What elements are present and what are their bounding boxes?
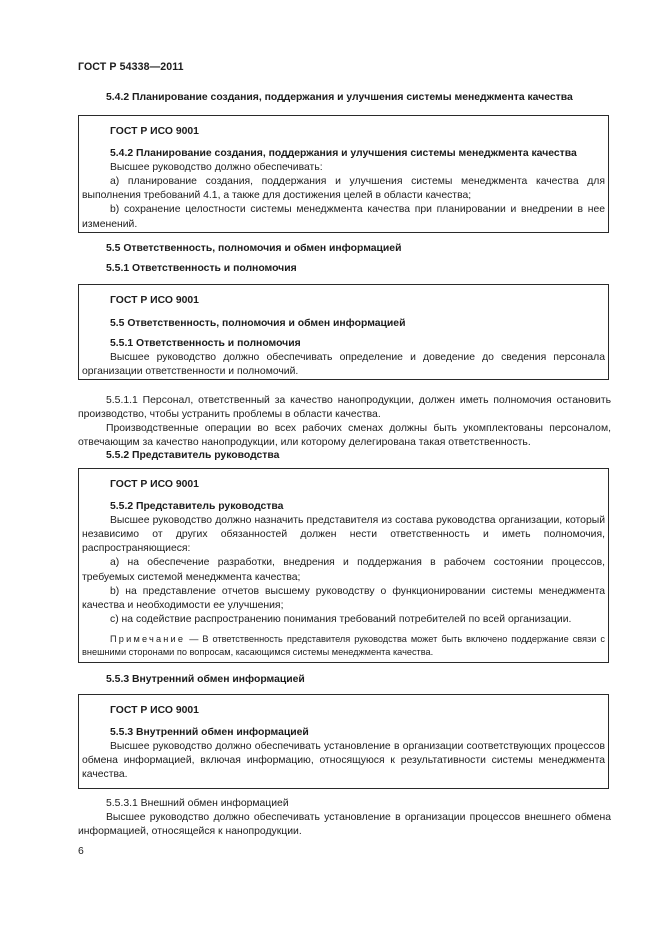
document-code: ГОСТ Р 54338—2011 [78, 61, 184, 73]
note-text: — В ответственность представителя руководства может быть включено поддержание связи с внешними сторонами по вопросам, касающимся системы менеджмента качества. [82, 633, 605, 658]
box-text: Высшее руководство должно назначить представителя из состава руководства организации, который независимо от других обязанностей должен нести ответственность и иметь полномочия, распространяющиеся: [82, 515, 605, 555]
box-text: Высшее руководство должно обеспечивать установление в организации соответствующих процессов обмена информацией, включая информацию, относящуюся к результативности системы менеджмента качества. [82, 741, 605, 781]
box-heading: 5.4.2 Планирование создания, поддержания и улучшения системы менеджмента качества [110, 148, 577, 160]
box-sub-heading: 5.5.1 Ответственность и полномочия [110, 338, 301, 350]
quote-box-5-5 [78, 284, 609, 380]
box-heading: 5.5 Ответственность, полномочия и обмен информацией [110, 318, 406, 330]
standard-label: ГОСТ Р ИСО 9001 [110, 126, 199, 137]
box-text: Высшее руководство должно обеспечивать определение и доведение до сведения персонала организации ответственности и полномочий. [82, 352, 605, 378]
box-note [82, 633, 605, 660]
section-heading-5-5-3: 5.5.3 Внутренний обмен информацией [106, 674, 305, 685]
standard-label: ГОСТ Р ИСО 9001 [110, 295, 199, 306]
section-heading-5-5: 5.5 Ответственность, полномочия и обмен информацией [106, 243, 402, 254]
box-intro: Высшее руководство должно обеспечивать: [110, 162, 323, 174]
section-heading-5-4-2: 5.4.2 Планирование создания, поддержания и улучшения системы менеджмента качества [106, 92, 573, 103]
section-heading-5-5-2: 5.5.2 Представитель руководства [106, 450, 280, 461]
section-heading-5-5-1: 5.5.1 Ответственность и полномочия [106, 263, 297, 274]
standard-label: ГОСТ Р ИСО 9001 [110, 479, 199, 490]
box-heading: 5.5.2 Представитель руководства [110, 501, 284, 513]
quote-box-5-5-2 [78, 468, 609, 663]
box-item-b: b) сохранение целостности системы менеджмента качества при планировании и внедрении в нее изменений. [82, 204, 605, 230]
box-item-a: а) на обеспечение разработки, внедрения и поддержания в рабочем состоянии процессов, требуемых системой менеджмента качества; [82, 557, 605, 583]
box-heading: 5.5.3 Внутренний обмен информацией [110, 727, 309, 739]
box-item-a: а) планирование создания, поддержания и улучшения системы менеджмента качества для выполнения требований 4.1, а также для достижения целей в области качества; [82, 176, 605, 202]
box-item-c: c) на содействие распространению понимания требований потребителей по всей организации. [110, 613, 572, 625]
paragraph-production-operations: Производственные операции во всех рабочих сменах должны быть укомплектованы персоналом, отвечающим за качество нанопродукции, или которому делегирована такая ответственность. [78, 423, 611, 449]
paragraph-external-communication: Высшее руководство должно обеспечивать установление в организации процессов внешнего обмена информацией, относящейся к нанопродукции. [78, 812, 611, 838]
box-item-b: b) на представление отчетов высшему руководству о функционировании системы менеджмента качества и необходимости ее улучшения; [82, 585, 605, 611]
quote-box-5-5-3 [78, 694, 609, 789]
note-label: Примечание [110, 633, 186, 644]
quote-box-5-4-2 [78, 115, 609, 233]
standard-label: ГОСТ Р ИСО 9001 [110, 705, 199, 716]
page-number: 6 [78, 846, 84, 857]
paragraph-5-5-1-1: 5.5.1.1 Персонал, ответственный за качество нанопродукции, должен иметь полномочия остановить производство, чтобы устранить проблемы в области качества. [78, 395, 611, 421]
paragraph-5-5-3-1: 5.5.3.1 Внешний обмен информацией [106, 798, 289, 809]
